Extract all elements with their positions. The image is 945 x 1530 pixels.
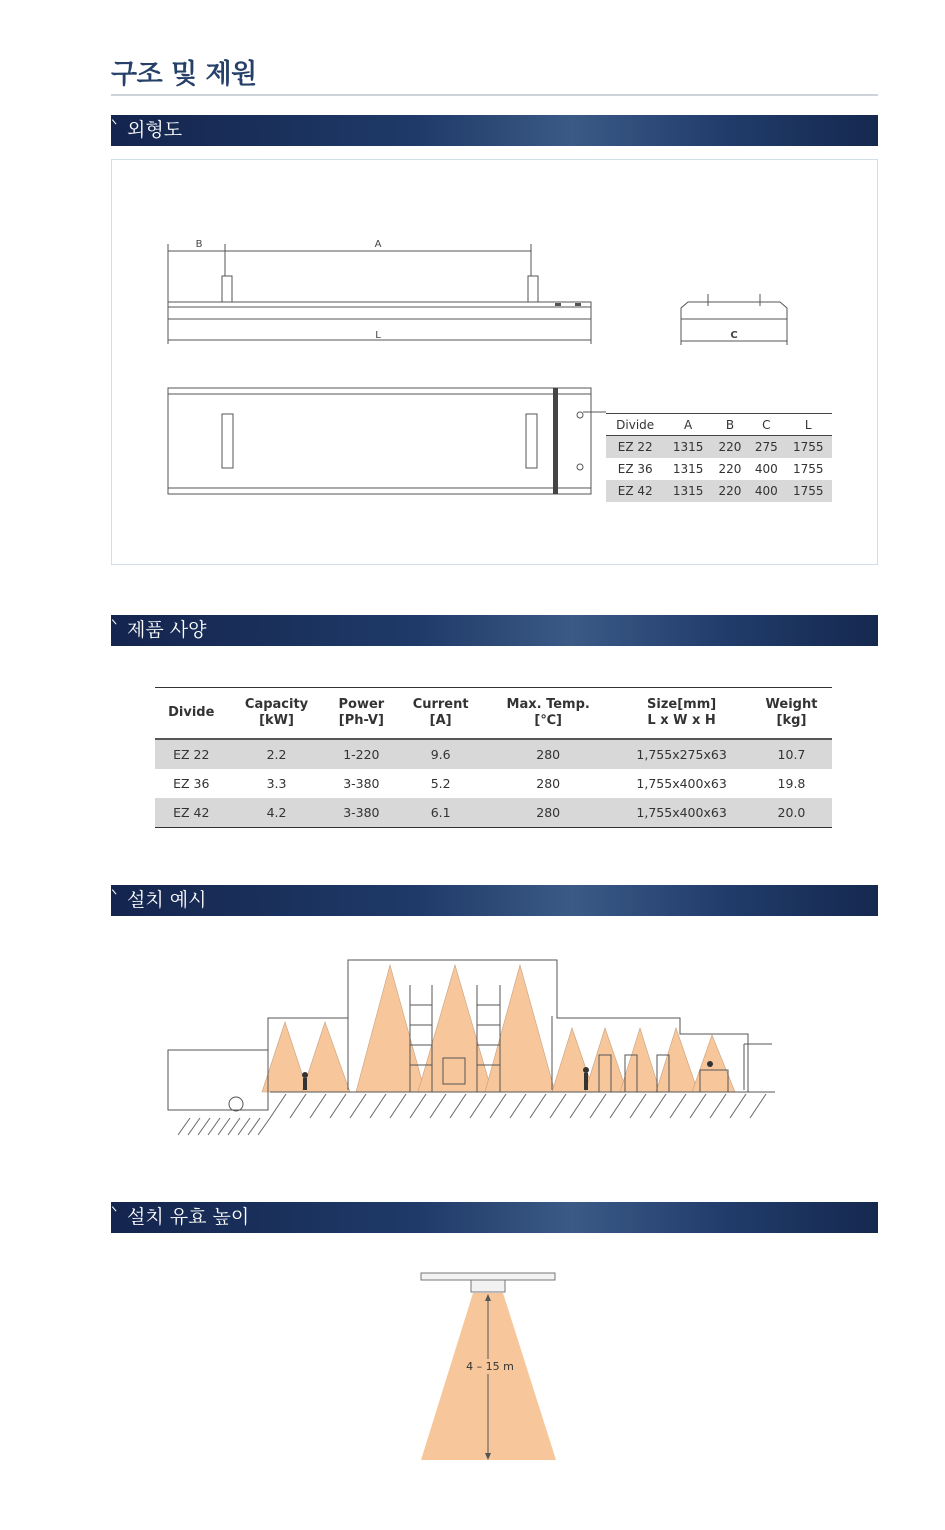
dim-label-b: B bbox=[195, 239, 203, 250]
table-row bbox=[155, 798, 832, 828]
table-row bbox=[155, 769, 832, 798]
section-title: 제품 사양 bbox=[127, 619, 207, 641]
table-cell: 3-380 bbox=[326, 798, 398, 828]
table-cell: 400 bbox=[754, 462, 778, 476]
table-cell: 10.7 bbox=[751, 739, 832, 769]
table-row bbox=[155, 739, 832, 769]
section-title: 외형도 bbox=[127, 119, 183, 141]
table-cell: 220 bbox=[712, 436, 748, 459]
table-cell: 1755 bbox=[784, 480, 832, 502]
dimension-table-header bbox=[606, 414, 832, 436]
section-header-spec bbox=[111, 615, 878, 646]
table-row bbox=[606, 458, 832, 480]
col-header: Divide bbox=[606, 414, 664, 436]
table-cell: 280 bbox=[484, 798, 612, 828]
installation-height-diagram bbox=[0, 1260, 945, 1475]
table-cell: 220 bbox=[718, 462, 742, 476]
table-cell: 280 bbox=[484, 739, 612, 769]
col-header: Size[mm] L x W x H bbox=[612, 688, 751, 740]
table-cell: 1,755x400x63 bbox=[636, 776, 727, 791]
dim-label-l: L bbox=[375, 330, 381, 341]
section-header-install-height bbox=[111, 1202, 878, 1233]
table-cell: EZ 42 bbox=[155, 798, 228, 828]
section-header-install-example bbox=[111, 885, 878, 916]
table-cell: 1-220 bbox=[326, 739, 398, 769]
table-cell: EZ 36 bbox=[173, 776, 210, 791]
table-cell: 5.2 bbox=[430, 776, 451, 791]
corner-tick-icon bbox=[112, 1202, 121, 1211]
table-cell: 280 bbox=[536, 776, 561, 791]
col-header: A bbox=[664, 414, 711, 436]
col-header: B bbox=[712, 414, 748, 436]
table-cell: 3.3 bbox=[266, 776, 287, 791]
table-row bbox=[606, 480, 832, 502]
page-title: 구조 및 제원 bbox=[111, 59, 257, 90]
table-cell: EZ 22 bbox=[155, 739, 228, 769]
table-cell: 1755 bbox=[784, 436, 832, 459]
col-header: C bbox=[748, 414, 784, 436]
table-cell: 220 bbox=[712, 480, 748, 502]
table-cell: EZ 42 bbox=[606, 480, 664, 502]
table-cell: EZ 22 bbox=[606, 436, 664, 459]
corner-tick-icon bbox=[112, 885, 121, 894]
table-cell: 275 bbox=[748, 436, 784, 459]
section-title: 설치 유효 높이 bbox=[127, 1206, 250, 1228]
table-cell: 1315 bbox=[664, 480, 711, 502]
table-cell: 9.6 bbox=[397, 739, 484, 769]
table-cell: 1315 bbox=[664, 436, 711, 459]
col-header: Power [Ph-V] bbox=[326, 688, 398, 740]
col-header: Current [A] bbox=[397, 688, 484, 740]
table-cell: EZ 36 bbox=[617, 462, 653, 476]
table-row bbox=[606, 436, 832, 459]
height-range-label: 4 – 15 m bbox=[466, 1360, 514, 1373]
table-cell: 6.1 bbox=[397, 798, 484, 828]
table-cell: 1,755x275x63 bbox=[612, 739, 751, 769]
dim-label-a: A bbox=[374, 239, 382, 250]
table-cell: 400 bbox=[748, 480, 784, 502]
col-header: L bbox=[784, 414, 832, 436]
table-cell: 20.0 bbox=[751, 798, 832, 828]
table-cell: 4.2 bbox=[228, 798, 326, 828]
table-cell: 1,755x400x63 bbox=[612, 798, 751, 828]
spec-table bbox=[155, 687, 832, 828]
spec-table-header bbox=[155, 688, 832, 740]
col-header: Max. Temp. [℃] bbox=[484, 688, 612, 740]
installation-example-illustration bbox=[0, 940, 945, 1145]
dimension-table bbox=[606, 413, 832, 502]
col-header: Divide bbox=[155, 688, 228, 740]
col-header: Capacity [kW] bbox=[228, 688, 326, 740]
table-cell: 1755 bbox=[792, 462, 824, 476]
dim-label-c: C bbox=[730, 330, 738, 341]
table-cell: 2.2 bbox=[228, 739, 326, 769]
table-cell: 1315 bbox=[672, 462, 704, 476]
table-cell: 19.8 bbox=[777, 776, 806, 791]
corner-tick-icon bbox=[112, 615, 121, 624]
table-cell: 3-380 bbox=[343, 776, 380, 791]
section-title: 설치 예시 bbox=[127, 889, 207, 911]
col-header: Weight [kg] bbox=[751, 688, 832, 740]
